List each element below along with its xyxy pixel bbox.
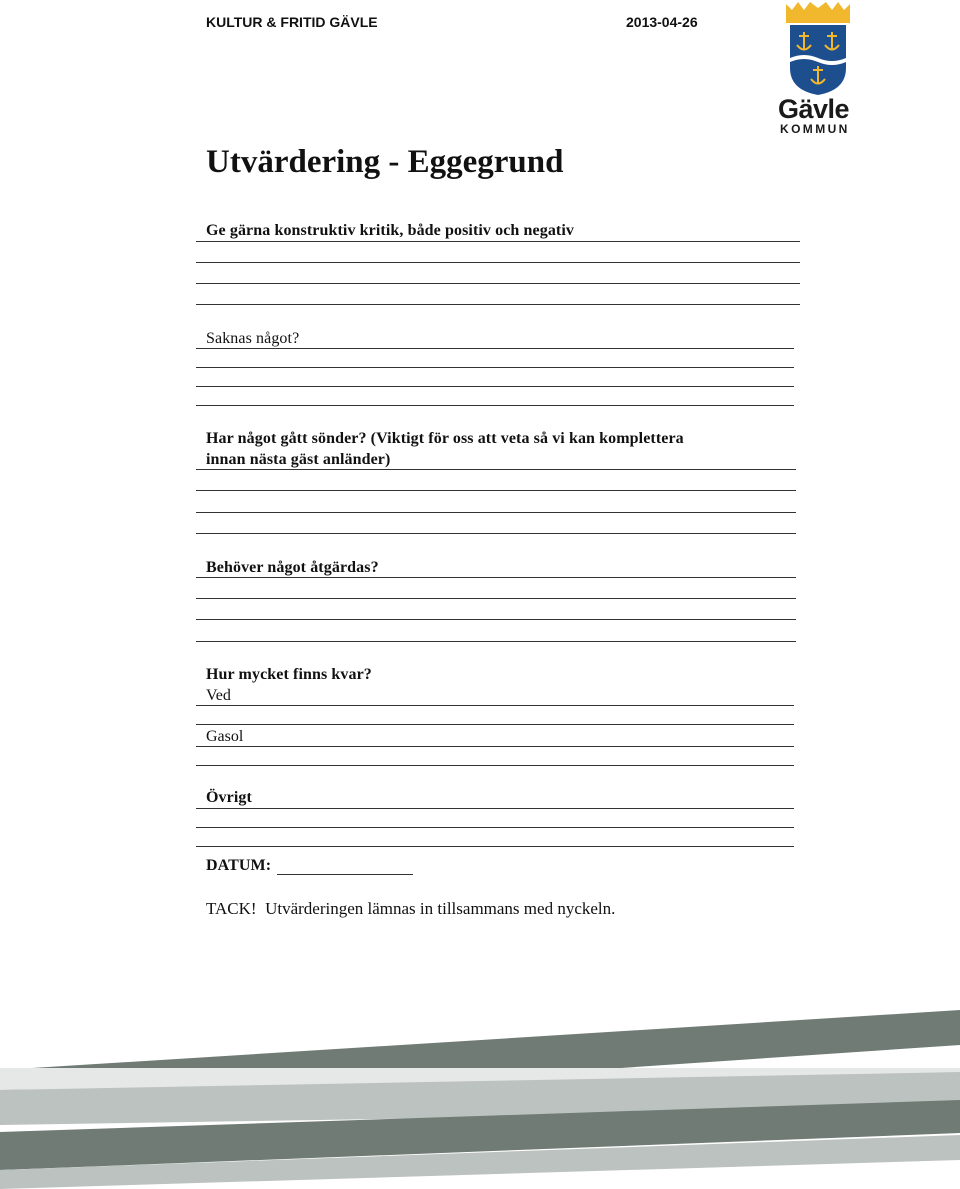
- question-remaining: Hur mycket finns kvar?: [206, 666, 372, 683]
- question-other: Övrigt: [206, 789, 252, 806]
- logo-sub: KOMMUN: [780, 122, 850, 136]
- logo-name: Gävle: [778, 94, 850, 124]
- label-gasol: Gasol: [206, 728, 244, 745]
- question-fix: Behöver något åtgärdas?: [206, 559, 379, 576]
- datum-label: DATUM:: [206, 857, 272, 874]
- question-feedback: Ge gärna konstruktiv kritik, både positiv och negativ: [206, 222, 575, 239]
- footer-text: TACK! Utvärderingen lämnas in tillsammans med nyckeln.: [206, 899, 616, 918]
- question-broken: Har något gått sönder? (Viktigt för oss att veta så vi kan komplettera: [206, 430, 684, 447]
- question-broken-cont: innan nästa gäst anländer): [206, 451, 391, 468]
- question-missing: Saknas något?: [206, 330, 300, 347]
- label-ved: Ved: [206, 687, 231, 704]
- header-date: 2013-04-26: [626, 14, 698, 30]
- page-title: Utvärdering - Eggegrund: [206, 144, 564, 180]
- header-org: KULTUR & FRITID GÄVLE: [206, 14, 378, 30]
